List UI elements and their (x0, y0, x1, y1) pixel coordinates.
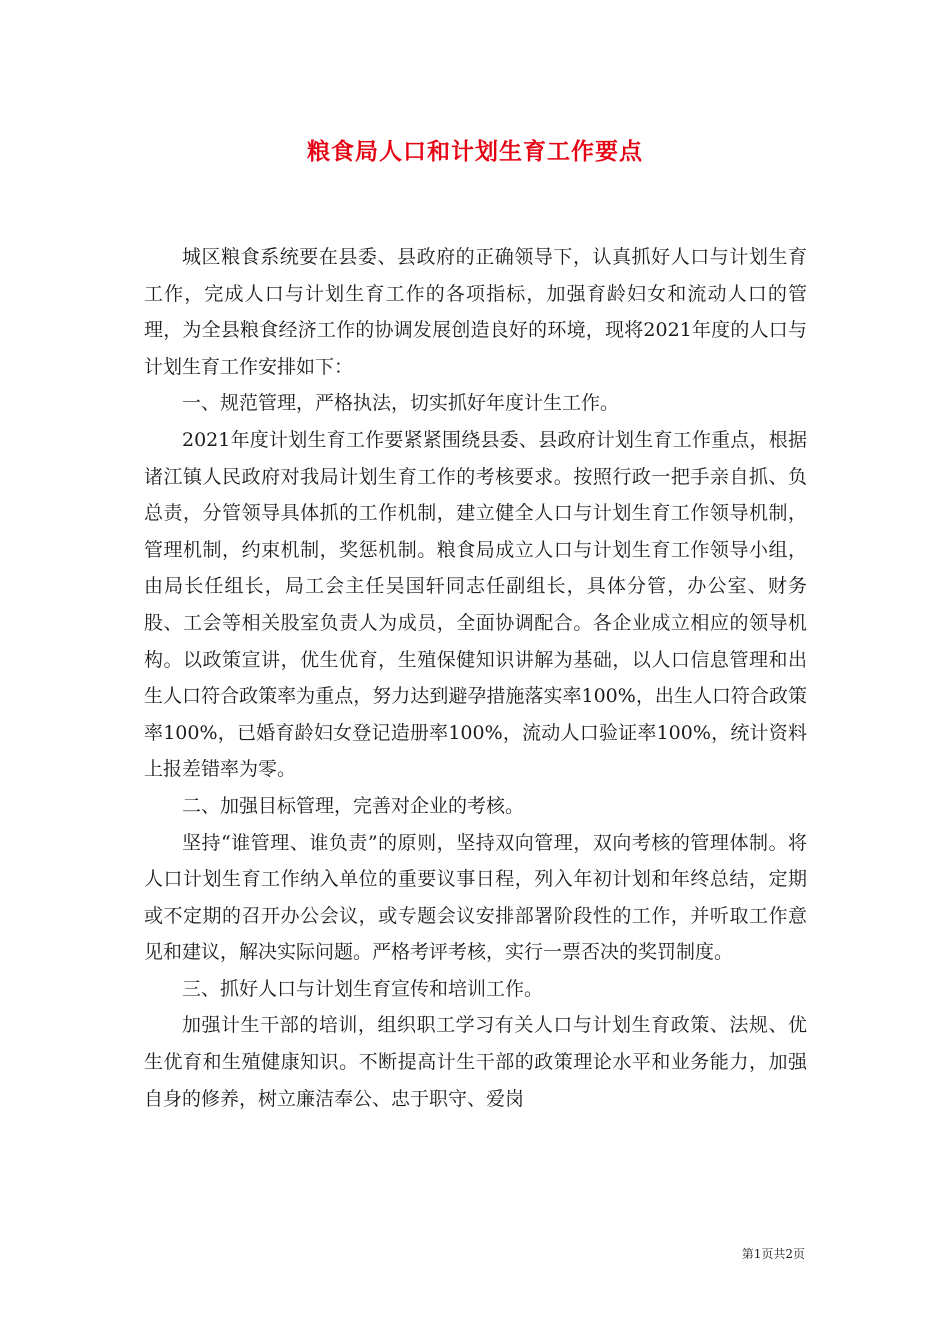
document-body (144, 239, 807, 1117)
paragraph-section-2: 坚持“谁管理、谁负责”的原则，坚持双向管理，双向考核的管理体制。将人口计划生育工作纳入单位的重要议事日程，列入年初计划和年终总结，定期或不定期的召开办公会议，或专题会议安排部署阶段性的工作，并听取工作意见和建议，解决实际问题。严格考评考核，实行一票否决的奖罚制度。 (144, 831, 807, 964)
paragraph-section-3: 加强计生干部的培训，组织职工学习有关人口与计划生育政策、法规、优生优育和生殖健康知识。不断提高计生干部的政策理论水平和业务能力，加强自身的修养，树立廉洁奉公、忠于职守、爱岗 (144, 1014, 807, 1110)
section-heading-2: 二、加强目标管理，完善对企业的考核。 (182, 794, 525, 817)
page-number: 第1页共2页 (741, 1247, 805, 1261)
paragraph-section-1: 2021年度计划生育工作要紧紧围绕县委、县政府计划生育工作重点，根据诸江镇人民政府对我局计划生育工作的考核要求。按照行政一把手亲自抓、负总责，分管领导具体抓的工作机制，建立健全人口与计划生育工作领导机制，管理机制，约束机制，奖惩机制。粮食局成立人口与计划生育工作领导小组，由局长任组长，局工会主任吴国轩同志任副组长，具体分管，办公室、财务股、工会等相关股室负责人为成员，全面协调配合。各企业成立相应的领导机构。以政策宣讲，优生优育，生殖保健知识讲解为基础，以人口信息管理和出生人口符合政策率为重点，努力达到避孕措施落实率100%，出生人口符合政策率100%，已婚育龄妇女登记造册率100%，流动人口验证率100%，统计资料上报差错率为零。 (144, 428, 807, 781)
section-heading-1: 一、规范管理，严格执法，切实抓好年度计生工作。 (182, 392, 620, 415)
document-title: 粮食局人口和计划生育工作要点 (307, 138, 643, 165)
section-heading-3: 三、抓好人口与计划生育宣传和培训工作。 (182, 977, 544, 1000)
paragraph-intro: 城区粮食系统要在县委、县政府的正确领导下，认真抓好人口与计划生育工作，完成人口与计划生育工作的各项指标，加强育龄妇女和流动人口的管理，为全县粮食经济工作的协调发展创造良好的环境，现将2021年度的人口与计划生育工作安排如下： (144, 246, 807, 378)
